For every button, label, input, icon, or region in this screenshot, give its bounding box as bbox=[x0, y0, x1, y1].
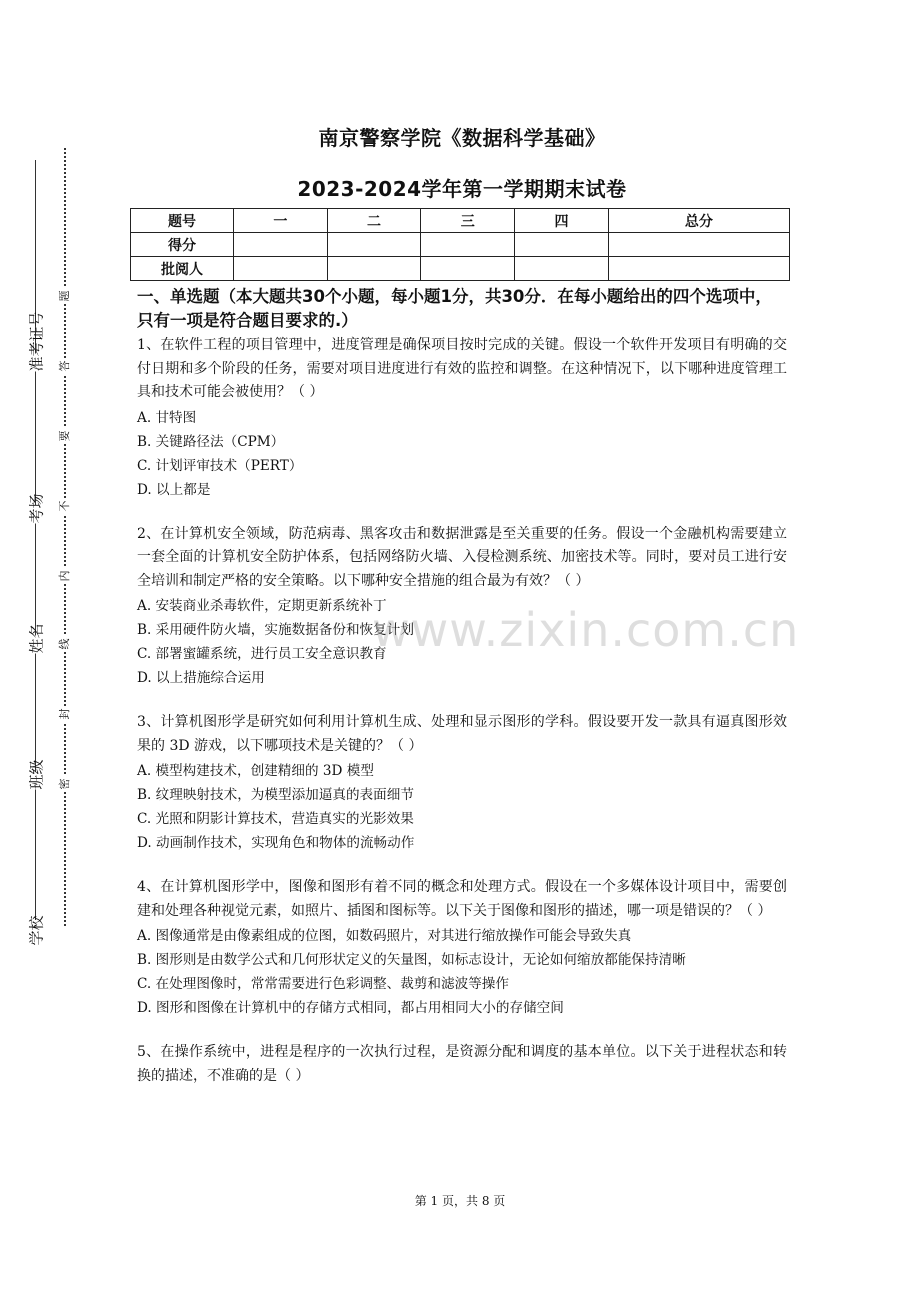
grader-cell[interactable] bbox=[421, 257, 515, 281]
score-table-row-label: 批阅人 bbox=[131, 257, 234, 281]
score-table-header-cell: 题号 bbox=[131, 209, 234, 233]
seal-char: 要 bbox=[57, 428, 73, 444]
option-b[interactable]: B. 关键路径法（CPM） bbox=[137, 433, 285, 450]
score-table-header-cell: 四 bbox=[515, 209, 609, 233]
grader-cell[interactable] bbox=[608, 257, 789, 281]
question-stem: 3、计算机图形学是研究如何利用计算机生成、处理和显示图形的学科。假设要开发一款具有逼真图形效果的 3D 游戏，以下哪项技术是关键的？（ ） bbox=[137, 714, 787, 754]
question-stem: 1、在软件工程的项目管理中，进度管理是确保项目按时完成的关键。假设一个软件开发项目有明确的交付日期和多个阶段的任务，需要对项目进度进行有效的监控和调整。在这种情况下，以下哪种进度管理工具和技术可能会被使用？（ ） bbox=[137, 337, 787, 400]
question-list bbox=[137, 334, 787, 1109]
option-d[interactable]: D. 图形和图像在计算机中的存储方式相同，都占用相同大小的存储空间 bbox=[137, 1000, 564, 1016]
question-options bbox=[137, 594, 787, 690]
score-cell[interactable] bbox=[421, 233, 515, 257]
score-table bbox=[130, 208, 790, 281]
score-cell[interactable] bbox=[515, 233, 609, 257]
option-c[interactable]: C. 部署蜜罐系统，进行员工安全意识教育 bbox=[137, 646, 387, 662]
binding-label-school: 学校 bbox=[27, 915, 46, 946]
score-cell[interactable] bbox=[327, 233, 421, 257]
seal-char: 不 bbox=[57, 498, 73, 514]
grader-cell[interactable] bbox=[515, 257, 609, 281]
option-c[interactable]: C. 光照和阴影计算技术，营造真实的光影效果 bbox=[137, 811, 414, 827]
option-a[interactable]: A. 安装商业杀毒软件，定期更新系统补丁 bbox=[137, 598, 387, 614]
option-d[interactable]: D. 动画制作技术，实现角色和物体的流畅动作 bbox=[137, 835, 415, 851]
binding-label-class: 班级 bbox=[27, 759, 46, 790]
section-heading: 一、单选题（本大题共30个小题，每小题1分，共30分．在每小题给出的四个选项中，只有一项是符合题目要求的.） bbox=[137, 287, 772, 330]
score-table-header-cell: 一 bbox=[234, 209, 328, 233]
question-options bbox=[137, 406, 787, 502]
score-table-row bbox=[131, 257, 790, 281]
option-b[interactable]: B. 纹理映射技术，为模型添加逼真的表面细节 bbox=[137, 787, 414, 803]
binding-label-exam-id: 准考证号 bbox=[27, 311, 46, 372]
grader-cell[interactable] bbox=[234, 257, 328, 281]
seal-char: 封 bbox=[57, 706, 73, 722]
page-footer: 第 1 页，共 8 页 bbox=[414, 1194, 506, 1208]
score-cell[interactable] bbox=[234, 233, 328, 257]
question bbox=[137, 876, 787, 1020]
question-stem: 2、在计算机安全领域，防范病毒、黑客攻击和数据泄露是至关重要的任务。假设一个金融机构需要建立一套全面的计算机安全防护体系，包括网络防火墙、入侵检测系统、加密技术等。同时，要对员工进行安全培训和制定严格的安全策略。以下哪种安全措施的组合最为有效？（ ） bbox=[137, 525, 787, 589]
option-c[interactable]: C. 在处理图像时，常常需要进行色彩调整、裁剪和滤波等操作 bbox=[137, 976, 509, 992]
score-table-header-cell: 二 bbox=[327, 209, 421, 233]
question bbox=[137, 711, 787, 855]
binding-solid-line bbox=[35, 160, 36, 920]
option-d[interactable]: D. 以上措施综合运用 bbox=[137, 670, 265, 686]
binding-margin bbox=[0, 0, 120, 1302]
score-table-row-label: 得分 bbox=[131, 233, 234, 257]
option-b[interactable]: B. 采用硬件防火墙，实施数据备份和恢复计划 bbox=[137, 622, 414, 638]
question-options bbox=[137, 759, 787, 855]
option-c[interactable]: C. 计划评审技术（PERT） bbox=[137, 457, 303, 474]
seal-char: 内 bbox=[57, 568, 73, 584]
question-stem: 5、在操作系统中，进程是程序的一次执行过程，是资源分配和调度的基本单位。以下关于进程状态和转换的描述，不准确的是（ ） bbox=[137, 1044, 787, 1084]
seal-char: 密 bbox=[57, 776, 73, 792]
page-subtitle: 2023-2024学年第一学期期末试卷 bbox=[297, 177, 627, 201]
option-a[interactable]: A. 模型构建技术，创建精细的 3D 模型 bbox=[137, 763, 374, 779]
seal-char: 答 bbox=[57, 358, 73, 374]
seal-char: 题 bbox=[57, 288, 73, 304]
score-cell[interactable] bbox=[608, 233, 789, 257]
question bbox=[137, 334, 787, 502]
option-a[interactable]: A. 图像通常是由像素组成的位图，如数码照片，对其进行缩放操作可能会导致失真 bbox=[137, 928, 632, 944]
option-a[interactable]: A. 甘特图 bbox=[137, 409, 197, 426]
score-table-row bbox=[131, 233, 790, 257]
question bbox=[137, 523, 787, 691]
question-stem: 4、在计算机图形学中，图像和图形有着不同的概念和处理方式。假设在一个多媒体设计项目中，需要创建和处理各种视觉元素，如照片、插图和图标等。以下关于图像和图形的描述，哪一项是错误的？（ ） bbox=[137, 879, 787, 919]
grader-cell[interactable] bbox=[327, 257, 421, 281]
score-table-header-row bbox=[131, 209, 790, 233]
watermark: www.zixin.com.cn bbox=[372, 603, 800, 657]
question-options bbox=[137, 924, 787, 1020]
option-d[interactable]: D. 以上都是 bbox=[137, 481, 211, 498]
page-title: 南京警察学院《数据科学基础》 bbox=[318, 126, 606, 150]
question bbox=[137, 1041, 787, 1088]
score-table-header-cell: 三 bbox=[421, 209, 515, 233]
binding-dotted-line bbox=[64, 148, 66, 926]
option-b[interactable]: B. 图形则是由数学公式和几何形状定义的矢量图，如标志设计，无论如何缩放都能保持清晰 bbox=[137, 952, 686, 968]
binding-label-exam-room: 考场 bbox=[27, 493, 46, 524]
seal-char: 线 bbox=[57, 636, 73, 652]
binding-label-name: 姓名 bbox=[27, 623, 46, 654]
score-table-header-cell: 总分 bbox=[608, 209, 789, 233]
